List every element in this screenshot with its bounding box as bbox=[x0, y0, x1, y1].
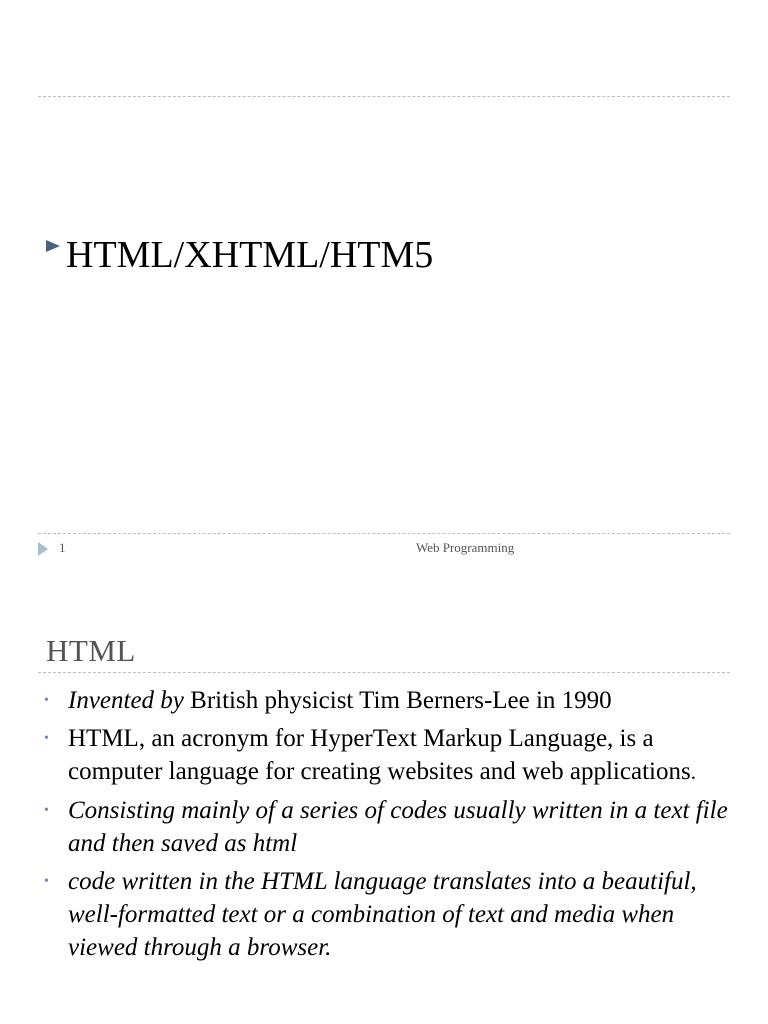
section-heading: HTML bbox=[46, 633, 136, 668]
bullet-list bbox=[0, 684, 768, 969]
bullet-text: British physicist Tim Berners-Lee in 1990 bbox=[183, 687, 612, 714]
bullet-dot-icon: • bbox=[44, 693, 49, 708]
bullet-text: Consisting mainly of a series of codes usually written in a text file and then saved as html bbox=[68, 797, 728, 857]
slide-title-text: HTML/XHTML/HTM5 bbox=[66, 234, 434, 276]
heading-divider bbox=[38, 672, 730, 673]
slide-title bbox=[46, 232, 433, 278]
list-item bbox=[0, 684, 768, 717]
bullet-trailing-period: . bbox=[690, 760, 696, 784]
page-number: 1 bbox=[59, 540, 66, 555]
footer-course-title: Web Programming bbox=[416, 540, 515, 555]
triangle-bullet-icon bbox=[46, 240, 60, 252]
bullet-italic-lead: Invented by bbox=[68, 687, 184, 714]
bullet-dot-icon: • bbox=[44, 874, 49, 889]
bullet-dot-icon: • bbox=[44, 731, 49, 746]
footer-divider bbox=[38, 533, 730, 534]
list-item bbox=[0, 722, 768, 789]
list-item bbox=[0, 794, 768, 860]
footer-arrow-icon bbox=[38, 542, 48, 556]
bullet-text: code written in the HTML language translates into a beautiful, well-formatted text or a combination of text and media when viewed through a browser. bbox=[68, 868, 697, 961]
bullet-text: HTML, an acronym for HyperText Markup Language, is a computer language for creating websites and web applications bbox=[68, 725, 691, 785]
top-divider bbox=[38, 96, 730, 97]
bullet-dot-icon: • bbox=[44, 803, 49, 818]
list-item bbox=[0, 865, 768, 964]
